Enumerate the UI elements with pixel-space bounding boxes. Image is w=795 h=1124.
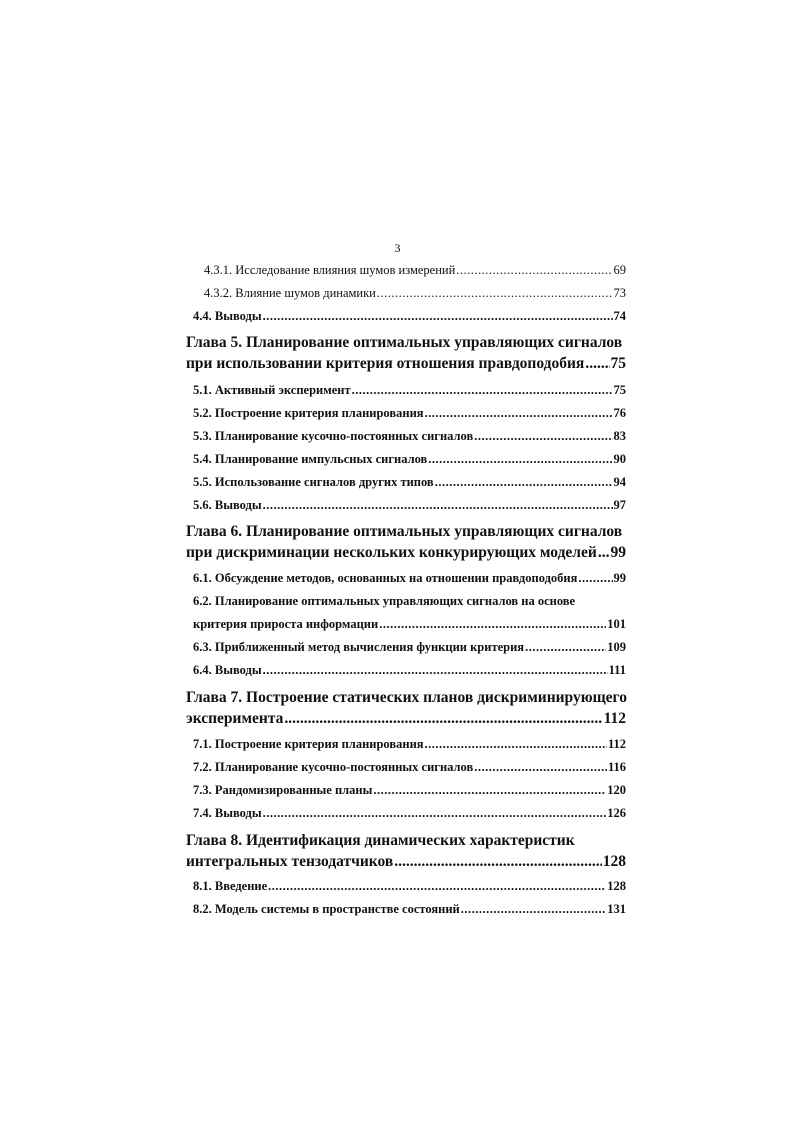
toc-entry-title: 4.3.1. Исследование влияния шумов измерений — [204, 263, 456, 277]
toc-entry-6-4 — [193, 662, 626, 678]
toc-entry-7-4 — [193, 805, 626, 821]
toc-entry-title: 4.4. Выводы — [193, 309, 262, 323]
chapter-title: Глава 7. Построение статических планов дискриминирующего — [186, 689, 627, 706]
page-number: 3 — [394, 241, 401, 255]
chapter-7-heading — [186, 687, 626, 729]
toc-entry-4-4 — [193, 308, 626, 324]
toc-entry-title: 5.1. Активный эксперимент — [193, 383, 351, 397]
toc-entry-6-2-line1 — [193, 593, 626, 609]
toc-entry-5-4 — [193, 451, 626, 467]
toc-entry-page: 73 — [613, 286, 626, 300]
toc-entry-6-2-line2 — [193, 616, 626, 632]
toc-entry-5-1 — [193, 382, 626, 398]
toc-entry-4-3-1 — [204, 262, 626, 278]
toc-entry-title: 5.2. Построение критерия планирования — [193, 406, 424, 420]
toc-entry-7-3 — [193, 782, 626, 798]
chapter-5-heading — [186, 332, 626, 374]
toc-entry-8-2 — [193, 901, 626, 917]
toc-entry-6-3 — [193, 639, 626, 655]
toc-entry-page: 109 — [607, 640, 626, 654]
toc-entry-page: 69 — [613, 263, 626, 277]
toc-entry-page: 75 — [613, 383, 626, 397]
toc-entry-title: 5.3. Планирование кусочно-постоянных сигналов — [193, 429, 474, 443]
toc-entry-7-1 — [193, 736, 626, 752]
chapter-page: 75 — [610, 355, 626, 372]
toc-entry-title: 4.3.2. Влияние шумов динамики — [204, 286, 376, 300]
chapter-title: Глава 8. Идентификация динамических характеристик — [186, 832, 575, 849]
toc-entry-5-2 — [193, 405, 626, 421]
toc-entry-title: 6.1. Обсуждение методов, основанных на отношении правдоподобия — [193, 571, 578, 585]
chapter-title: Глава 6. Планирование оптимальных управляющих сигналов — [186, 523, 623, 540]
toc-entry-page: 128 — [607, 879, 626, 893]
toc-entry-page: 131 — [607, 902, 626, 916]
toc-entry-title: 8.1. Введение — [193, 879, 268, 893]
chapter-6-heading — [186, 521, 626, 563]
toc-entry-6-1 — [193, 570, 626, 586]
chapter-title-cont: эксперимента — [186, 710, 284, 727]
toc-entry-title: 8.2. Модель системы в пространстве состояний — [193, 902, 460, 916]
chapter-title: Глава 5. Планирование оптимальных управляющих сигналов — [186, 334, 623, 351]
toc-entry-5-3 — [193, 428, 626, 444]
toc-entry-7-2 — [193, 759, 626, 775]
toc-entry-title: 5.5. Использование сигналов других типов — [193, 475, 434, 489]
toc-entry-page: 83 — [613, 429, 626, 443]
toc-entry-title: 6.2. Планирование оптимальных управляющих сигналов на основе — [193, 594, 576, 608]
toc-entry-title: 7.3. Рандомизированные планы — [193, 783, 373, 797]
toc-entry-title: 6.4. Выводы — [193, 663, 262, 677]
toc-entry-page: 111 — [608, 663, 626, 677]
toc-entry-page: 112 — [607, 737, 626, 751]
chapter-title-cont: при дискриминации нескольких конкурирующих моделей — [186, 544, 597, 561]
toc-entry-title: 6.3. Приближенный метод вычисления функции критерия — [193, 640, 525, 654]
toc-entry-title: 5.6. Выводы — [193, 498, 262, 512]
toc-entry-5-6 — [193, 497, 626, 513]
chapter-page: 128 — [602, 853, 626, 870]
toc-entry-page: 90 — [613, 452, 626, 466]
chapter-page: 99 — [610, 544, 626, 561]
toc-entry-page: 76 — [613, 406, 626, 420]
toc-entry-4-3-2 — [204, 285, 626, 301]
toc-entry-page: 120 — [607, 783, 626, 797]
toc-entry-page: 99 — [613, 571, 626, 585]
toc-entry-title-cont: критерия прироста информации — [193, 617, 379, 631]
chapter-title-cont: при использовании критерия отношения правдоподобия — [186, 355, 585, 372]
toc-entry-page: 94 — [613, 475, 626, 489]
chapter-page: 112 — [603, 710, 626, 727]
toc-entry-page: 126 — [607, 806, 626, 820]
toc-entry-title: 7.2. Планирование кусочно-постоянных сигналов — [193, 760, 474, 774]
toc-entry-page: 101 — [607, 617, 626, 631]
toc-entry-title: 7.4. Выводы — [193, 806, 262, 820]
chapter-8-heading — [186, 830, 626, 872]
toc-entry-page: 116 — [607, 760, 626, 774]
chapter-title-cont: интегральных тензодатчиков — [186, 853, 394, 870]
toc-entry-5-5 — [193, 474, 626, 490]
toc-entry-title: 5.4. Планирование импульсных сигналов — [193, 452, 428, 466]
toc-entry-page: 74 — [613, 309, 626, 323]
toc-entry-8-1 — [193, 878, 626, 894]
toc-entry-page: 97 — [613, 498, 626, 512]
toc-entry-title: 7.1. Построение критерия планирования — [193, 737, 424, 751]
